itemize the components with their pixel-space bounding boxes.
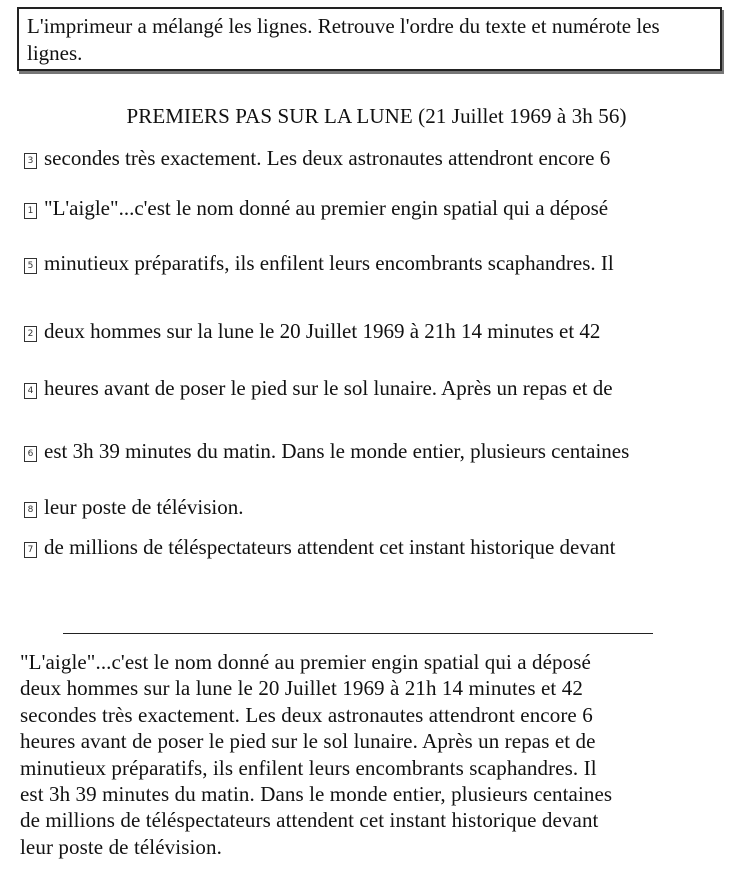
answer-line: minutieux préparatifs, ils enfilent leurs encombrants scaphandres. Il xyxy=(20,755,597,780)
line-text: de millions de téléspectateurs attendent cet instant historique devant xyxy=(44,535,616,559)
line-text: leur poste de télévision. xyxy=(44,495,244,519)
line-text: est 3h 39 minutes du matin. Dans le monde entier, plusieurs centaines xyxy=(44,439,630,463)
answer-line: "L'aigle"...c'est le nom donné au premier engin spatial qui a déposé xyxy=(20,650,591,674)
scrambled-line xyxy=(24,495,729,535)
answer-line: heures avant de poser le pied sur le sol lunaire. Après un repas et de xyxy=(20,729,596,754)
line-number-box: 1 xyxy=(24,203,37,219)
answer-line: secondes très exactement. Les deux astronautes attendront encore 6 xyxy=(20,702,593,727)
scrambled-line xyxy=(24,535,729,585)
line-number-box: 7 xyxy=(24,542,37,558)
line-number-box: 4 xyxy=(24,383,37,399)
line-number-box: 6 xyxy=(24,446,37,462)
line-text: minutieux préparatifs, ils enfilent leurs encombrants scaphandres. Il xyxy=(44,251,614,275)
answer-line: est 3h 39 minutes du matin. Dans le monde entier, plusieurs centaines xyxy=(20,782,613,807)
line-number-box: 3 xyxy=(24,153,37,169)
divider xyxy=(63,633,653,634)
line-number-box: 5 xyxy=(24,258,37,274)
scrambled-line xyxy=(24,376,729,439)
instruction-text: L'imprimeur a mélangé les lignes. Retrouve l'ordre du texte et numérote les lignes. xyxy=(27,14,660,65)
scrambled-line xyxy=(24,319,729,376)
scrambled-line xyxy=(24,439,729,495)
line-text: deux hommes sur la lune le 20 Juillet 1969 à 21h 14 minutes et 42 xyxy=(44,319,601,343)
line-number-box: 2 xyxy=(24,326,37,342)
answer-line: leur poste de télévision. xyxy=(20,834,222,859)
answer-text xyxy=(20,649,745,860)
scrambled-line xyxy=(24,251,729,319)
answer-line: de millions de téléspectateurs attendent cet instant historique devant xyxy=(20,808,599,833)
scrambled-line xyxy=(24,196,729,251)
line-text: heures avant de poser le pied sur le sol lunaire. Après un repas et de xyxy=(44,376,613,400)
line-text: "L'aigle"...c'est le nom donné au premier engin spatial qui a déposé xyxy=(44,196,609,220)
answer-line: deux hommes sur la lune le 20 Juillet 1969 à 21h 14 minutes et 42 xyxy=(20,676,583,701)
instruction-box xyxy=(17,7,722,71)
scrambled-lines xyxy=(24,146,729,585)
line-number-box: 8 xyxy=(24,502,37,518)
scrambled-line xyxy=(24,146,729,196)
line-text: secondes très exactement. Les deux astronautes attendront encore 6 xyxy=(44,146,611,170)
page-title: PREMIERS PAS SUR LA LUNE (21 Juillet 1969 à 3h 56) xyxy=(126,104,627,128)
